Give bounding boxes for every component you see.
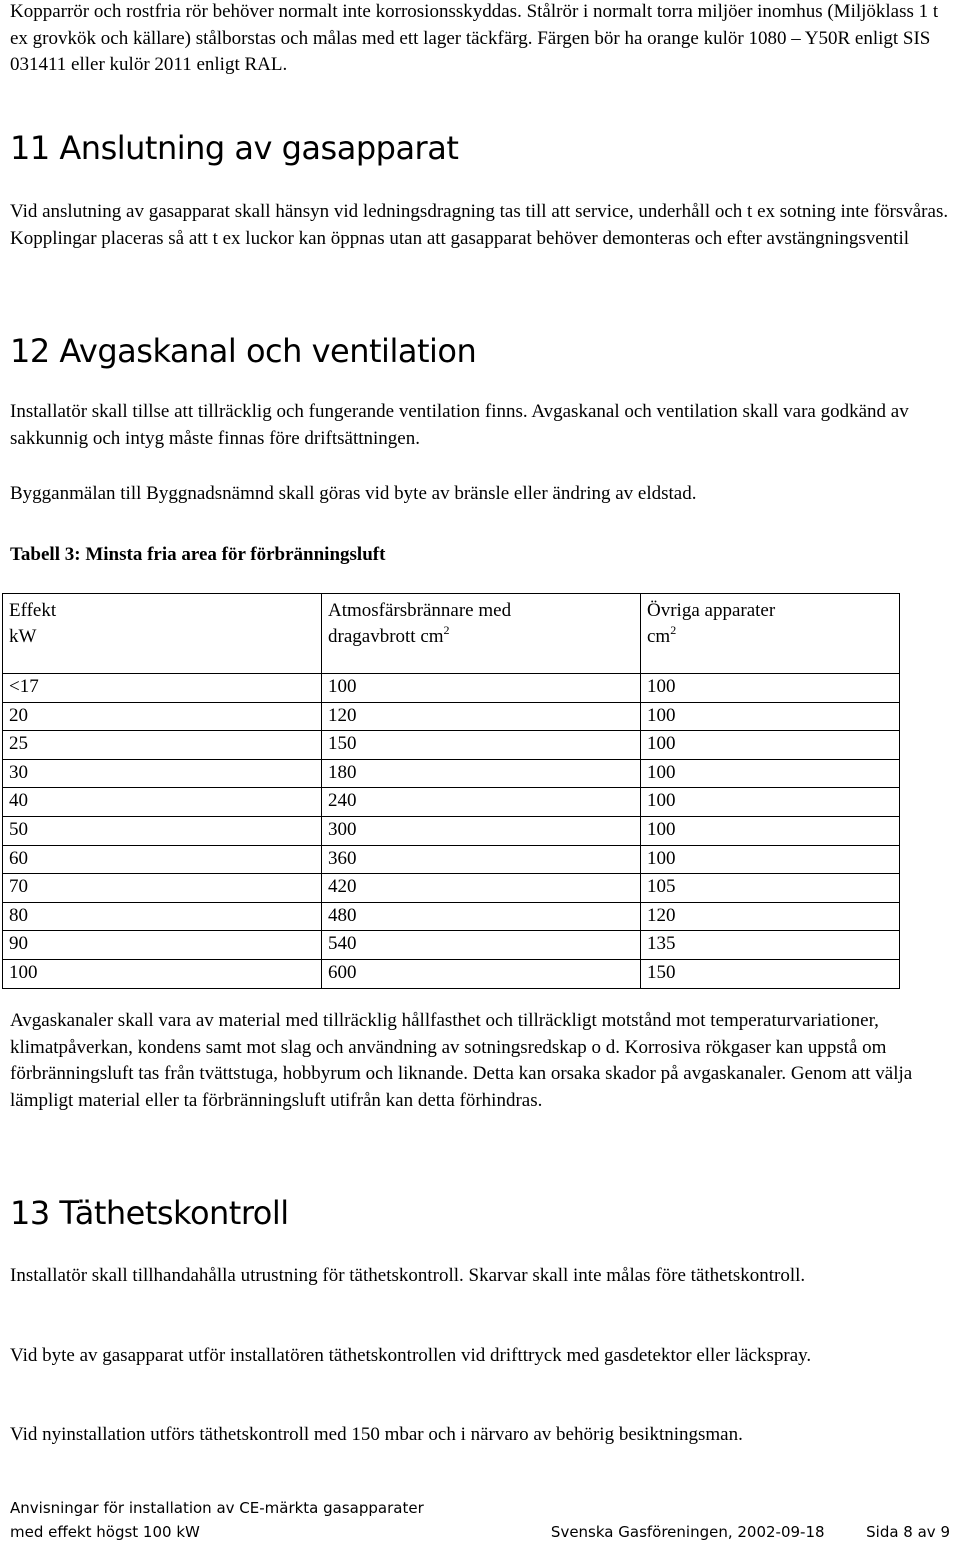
table-cell-atmospheric-burner-area: 300 [322,816,641,845]
table-row [3,874,900,903]
section-12-paragraph-flue-materials: Avgaskanaler skall vara av material med tillräcklig hållfasthet och tillräckligt motstånd mot temperaturvariationer, klimatpåverkan, kondens samt mot slag och användning av sotningsredskap o d. Korrosiva rökgaser kan uppstå om förbränningsluft tas från tvättstuga, hobbyrum och liknande. Detta kan orsaka skador på avgaskanaler. Genom att välja lämpligt material eller ta förbränningsluft utifrån kan detta förhindras. [10,1010,913,1111]
footer-organization-date: Svenska Gasföreningen, 2002-09-18 [550,1523,825,1541]
section-13-paragraph-new-installation: Vid nyinstallation utförs täthetskontroll med 150 mbar och i närvaro av behörig besiktningsman. [10,1424,743,1445]
header-other-appliances [641,594,900,674]
table-cell-effect-kw: 25 [3,731,322,760]
table-caption: Tabell 3: Minsta fria area för förbränningsluft [10,544,386,565]
table-cell-other-appliances-area: 100 [641,788,900,817]
section-13-paragraph-equipment: Installatör skall tillhandahålla utrustning för täthetskontroll. Skarvar skall inte målas före täthetskontroll. [10,1265,806,1286]
table-cell-effect-kw: 70 [3,874,322,903]
table-row [3,845,900,874]
table-cell-effect-kw: 100 [3,959,322,988]
table-cell-atmospheric-burner-area: 540 [322,931,641,960]
table-cell-other-appliances-area: 100 [641,816,900,845]
header-effect-line1: Effekt [9,600,57,621]
header-other-appliances-line1: Övriga apparater [647,600,776,621]
table-cell-atmospheric-burner-area: 240 [322,788,641,817]
table-row [3,959,900,988]
combustion-air-table [2,593,900,989]
table-row [3,931,900,960]
header-atmospheric-burner-line2: dragavbrott cm [328,626,444,647]
footer-right [551,1520,950,1544]
table-cell-other-appliances-area: 135 [641,931,900,960]
table-cell-other-appliances-area: 100 [641,674,900,703]
header-effect [3,594,322,674]
table-cell-other-appliances-area: 150 [641,959,900,988]
table-header-row [3,594,900,674]
header-other-appliances-sup: 2 [670,623,677,637]
table-row [3,759,900,788]
header-atmospheric-burner-sup: 2 [443,623,450,637]
table-cell-atmospheric-burner-area: 100 [322,674,641,703]
section-11-paragraph: Vid anslutning av gasapparat skall hänsyn vid ledningsdragning tas till att service, underhåll och t ex sotning inte försvåras. Kopplingar placeras så att t ex luckor kan öppnas utan att gasapparat behöver demonteras och efter avstängningsventil [10,201,949,249]
section-12-heading: 12 Avgaskanal och ventilation [10,332,477,370]
header-effect-line2: kW [9,626,37,647]
table-cell-effect-kw: <17 [3,674,322,703]
table-cell-effect-kw: 40 [3,788,322,817]
section-13-heading: 13 Täthetskontroll [10,1194,289,1232]
page-footer [10,1496,950,1544]
table-cell-other-appliances-area: 120 [641,902,900,931]
table-cell-atmospheric-burner-area: 600 [322,959,641,988]
table-row [3,702,900,731]
table-cell-other-appliances-area: 100 [641,731,900,760]
header-other-appliances-line2: cm [647,626,671,647]
table-row [3,902,900,931]
footer-document-title: Anvisningar för installation av CE-märkta gasapparater [10,1499,424,1517]
table-cell-atmospheric-burner-area: 420 [322,874,641,903]
table-cell-effect-kw: 90 [3,931,322,960]
header-atmospheric-burner [322,594,641,674]
table-cell-atmospheric-burner-area: 180 [322,759,641,788]
section-12-paragraph-ventilation: Installatör skall tillse att tillräcklig och fungerande ventilation finns. Avgaskanal och ventilation skall vara godkänd av sakkunnig och intyg måste finnas före driftsättningen. [10,401,909,449]
table-row [3,674,900,703]
footer-document-subtitle: med effekt högst 100 kW [10,1523,200,1541]
table-cell-effect-kw: 20 [3,702,322,731]
table-cell-other-appliances-area: 100 [641,845,900,874]
table-cell-effect-kw: 80 [3,902,322,931]
intro-paragraph: Kopparrör och rostfria rör behöver normalt inte korrosionsskyddas. Stålrör i normalt torra miljöer inomhus (Miljöklass 1 t ex grovkök och källare) stålborstas och målas med ett lager täckfärg. Färgen bör ha orange kulör 1080 – Y50R enligt SIS 031411 eller kulör 2011 enligt RAL. [10,1,939,75]
table-row [3,731,900,760]
table-cell-effect-kw: 50 [3,816,322,845]
table-row [3,816,900,845]
section-12-paragraph-building-notice: Bygganmälan till Byggnadsnämnd skall göras vid byte av bränsle eller ändring av eldstad. [10,483,697,504]
section-13-paragraph-replacement: Vid byte av gasapparat utför installatören täthetskontrollen vid drifttryck med gasdetektor eller läckspray. [10,1345,812,1366]
header-atmospheric-burner-line1: Atmosfärsbrännare med [328,600,512,621]
table-cell-atmospheric-burner-area: 150 [322,731,641,760]
table-row [3,788,900,817]
table-cell-effect-kw: 30 [3,759,322,788]
table-cell-atmospheric-burner-area: 480 [322,902,641,931]
table-cell-atmospheric-burner-area: 360 [322,845,641,874]
table-cell-other-appliances-area: 100 [641,759,900,788]
footer-page-number: Sida 8 av 9 [866,1523,950,1541]
table-cell-other-appliances-area: 100 [641,702,900,731]
section-11-heading: 11 Anslutning av gasapparat [10,129,459,167]
table-cell-effect-kw: 60 [3,845,322,874]
table-cell-other-appliances-area: 105 [641,874,900,903]
table-cell-atmospheric-burner-area: 120 [322,702,641,731]
